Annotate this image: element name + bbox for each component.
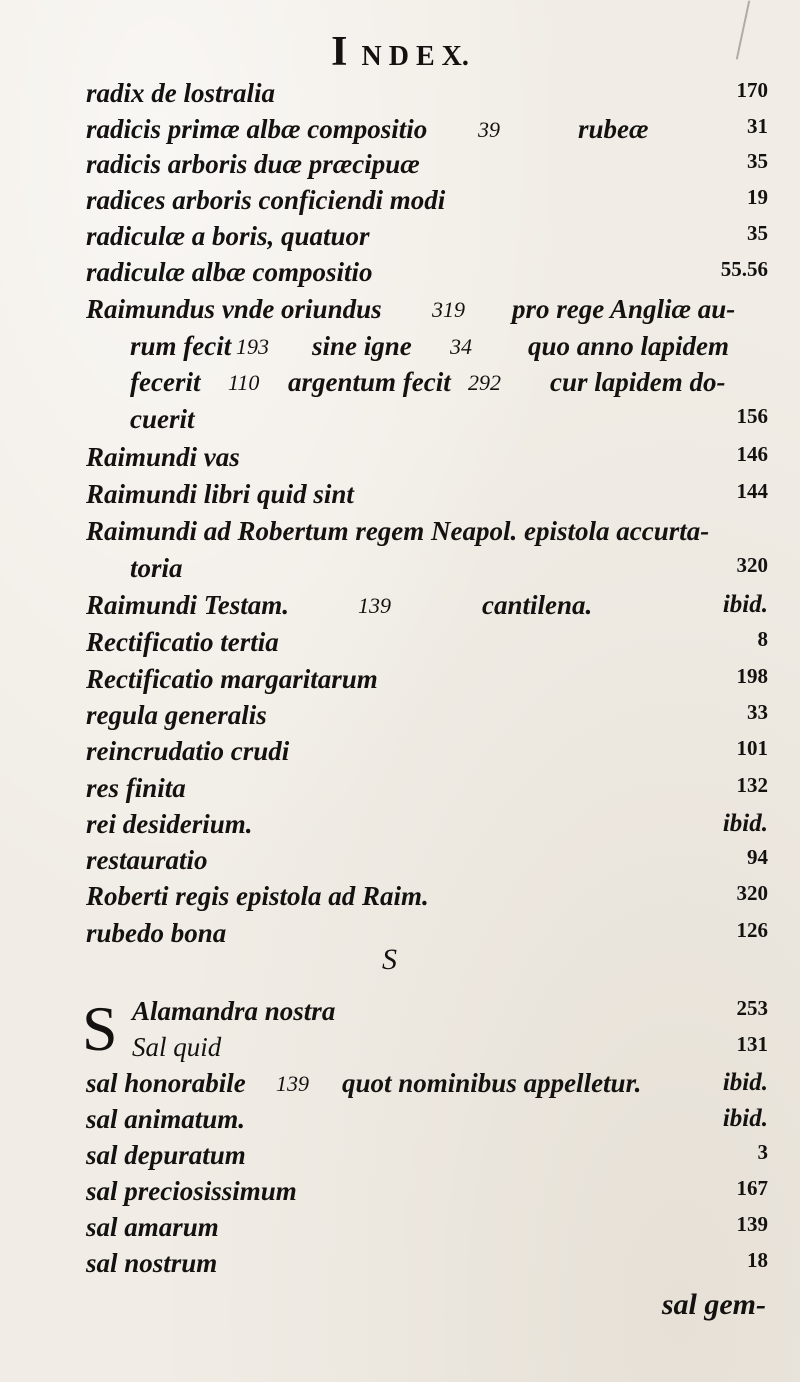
entry-page: 156 bbox=[736, 404, 768, 428]
entry-page: 19 bbox=[747, 185, 768, 209]
entry-page: 31 bbox=[747, 114, 768, 138]
entry-text: toria bbox=[130, 553, 183, 583]
heading-initial: I bbox=[331, 29, 348, 75]
catchword: sal gem- bbox=[661, 1288, 766, 1321]
index-entry bbox=[0, 592, 800, 632]
entry-text: radices arboris conficiendi modi bbox=[86, 185, 446, 215]
index-entry bbox=[0, 629, 800, 669]
entry-page: 35 bbox=[747, 221, 768, 245]
entry-page: 320 bbox=[736, 881, 768, 905]
entry-page: 94 bbox=[747, 845, 768, 869]
entry-page: 253 bbox=[736, 996, 768, 1020]
entry-page: 131 bbox=[736, 1032, 768, 1056]
index-entry bbox=[0, 920, 800, 960]
entry-page: 320 bbox=[736, 553, 768, 577]
entry-subtext-2: cur lapidem do- bbox=[550, 367, 726, 397]
section-letter: S bbox=[382, 943, 397, 976]
entry-page: 144 bbox=[736, 479, 768, 503]
entry-page: 146 bbox=[736, 442, 768, 466]
entry-text: radiculæ albæ compositio bbox=[86, 257, 373, 287]
drop-cap: S bbox=[82, 993, 118, 1064]
entry-text: sal nostrum bbox=[86, 1248, 218, 1278]
entry-text: Raimundi ad Robertum regem Neapol. epistola accurta- bbox=[86, 516, 710, 546]
entry-text: cuerit bbox=[130, 404, 195, 434]
entry-page: ibid. bbox=[722, 1069, 768, 1096]
entry-page: ibid. bbox=[722, 810, 768, 837]
entry-text: radicis arboris duæ præcipuæ bbox=[86, 149, 420, 179]
entry-subtext-2: quo anno lapidem bbox=[528, 331, 730, 361]
entry-page: 18 bbox=[747, 1248, 768, 1272]
entry-inline-page: 319 bbox=[432, 297, 465, 322]
entry-inline-page: 139 bbox=[358, 593, 391, 618]
entry-text: sal depuratum bbox=[86, 1140, 246, 1170]
index-entry bbox=[0, 481, 800, 521]
entry-text: rum fecit bbox=[130, 331, 232, 361]
catchword-line bbox=[0, 1290, 800, 1330]
entry-text: regula generalis bbox=[86, 700, 267, 730]
entry-text: rei desiderium. bbox=[86, 809, 253, 839]
heading-rest: N D E X. bbox=[361, 41, 469, 72]
entry-inline-page: 139 bbox=[276, 1071, 309, 1096]
index-entry bbox=[0, 1250, 800, 1290]
index-entry bbox=[0, 883, 800, 923]
entry-text: Raimundi vas bbox=[86, 442, 240, 472]
index-entry bbox=[0, 998, 800, 1038]
entry-subtext: rubeæ bbox=[578, 114, 649, 144]
index-entry bbox=[0, 296, 800, 336]
index-entry bbox=[0, 444, 800, 484]
entry-inline-page: 193 bbox=[236, 334, 269, 359]
entry-page: 3 bbox=[757, 1140, 768, 1164]
entry-inline-page: 39 bbox=[478, 117, 500, 142]
index-entry bbox=[0, 259, 800, 299]
entry-text: Rectificatio margaritarum bbox=[86, 664, 378, 694]
entry-page: 132 bbox=[736, 773, 768, 797]
entry-text: rubedo bona bbox=[86, 918, 227, 948]
entry-text: radix de lostralia bbox=[86, 78, 276, 108]
entry-inline-page: 110 bbox=[228, 370, 260, 395]
entry-text: Sal quid bbox=[132, 1032, 222, 1062]
entry-text: Raimundi libri quid sint bbox=[86, 479, 354, 509]
entry-text: Roberti regis epistola ad Raim. bbox=[86, 881, 429, 911]
entry-subtext: cantilena. bbox=[482, 590, 593, 620]
entry-subtext-page: 34 bbox=[450, 334, 472, 359]
entry-page: 167 bbox=[736, 1176, 768, 1200]
entry-subtext: sine igne bbox=[312, 331, 412, 361]
entry-text: res finita bbox=[86, 773, 186, 803]
entry-page: 8 bbox=[757, 627, 768, 651]
entry-text: sal preciosissimum bbox=[86, 1176, 297, 1206]
entry-text: sal amarum bbox=[86, 1212, 219, 1242]
page-heading bbox=[0, 28, 800, 76]
entry-page: 101 bbox=[736, 736, 768, 760]
entry-text: Raimundi Testam. bbox=[86, 590, 290, 620]
entry-text: restauratio bbox=[86, 845, 208, 875]
entry-subtext: argentum fecit bbox=[288, 367, 451, 397]
entry-page: 198 bbox=[736, 664, 768, 688]
index-entry bbox=[0, 555, 800, 595]
index-entry bbox=[0, 738, 800, 778]
entry-page: 55.56 bbox=[720, 257, 768, 281]
entry-text: fecerit bbox=[130, 367, 201, 397]
entry-page: 170 bbox=[736, 78, 768, 102]
index-entry bbox=[0, 369, 800, 409]
entry-subtext: quot nominibus appelletur. bbox=[342, 1068, 642, 1098]
entry-text: radiculæ a boris, quatuor bbox=[86, 221, 370, 251]
entry-text: Rectificatio tertia bbox=[86, 627, 279, 657]
entry-text: sal animatum. bbox=[86, 1104, 246, 1134]
entry-page: 139 bbox=[736, 1212, 768, 1236]
entry-text: radicis primæ albæ compositio bbox=[86, 114, 428, 144]
entry-page: 126 bbox=[736, 918, 768, 942]
entry-text: Alamandra nostra bbox=[132, 996, 336, 1026]
entry-page: 35 bbox=[747, 149, 768, 173]
entry-page: ibid. bbox=[722, 1105, 768, 1132]
entry-page: 33 bbox=[747, 700, 768, 724]
entry-text: sal honorabile bbox=[86, 1068, 246, 1098]
index-entry bbox=[0, 406, 800, 446]
entry-text: reincrudatio crudi bbox=[86, 736, 290, 766]
entry-subtext-page: 292 bbox=[468, 370, 501, 395]
entry-subtext: pro rege Angliæ au- bbox=[512, 294, 736, 324]
index-entry bbox=[0, 518, 800, 558]
entry-text: Raimundus vnde oriundus bbox=[86, 294, 382, 324]
entry-page: ibid. bbox=[722, 591, 768, 618]
